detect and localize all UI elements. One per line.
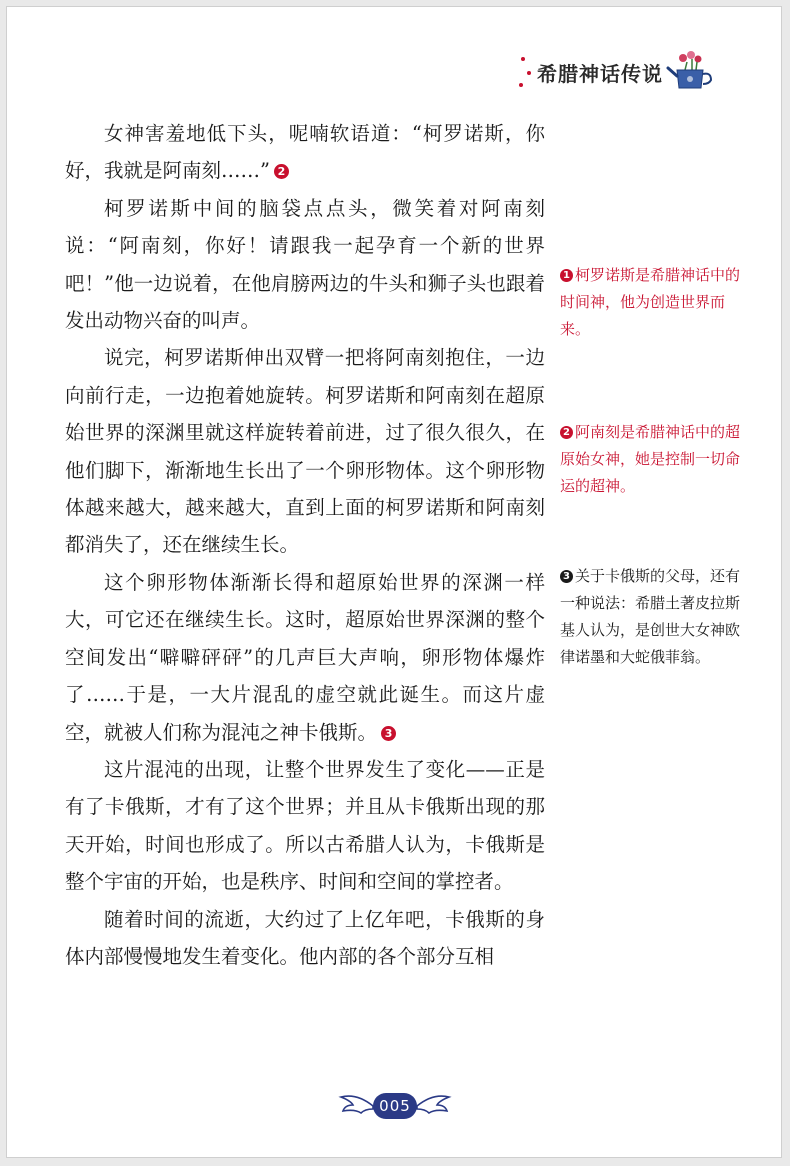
running-header (533, 47, 713, 97)
paragraph: 说完，柯罗诺斯伸出双臂一把将阿南刻抱住，一边向前行走，一边抱着她旋转。柯罗诺斯和阿南刻在超原始世界的深渊里就这样旋转着前进，过了很久很久，在他们脚下，渐渐地生长出了一个卵形物体。这个卵形物体越来越大，越来越大，直到上面的柯罗诺斯和阿南刻都消失了，还在继续生长。 (65, 346, 545, 557)
watering-can-icon (665, 48, 713, 96)
book-page (6, 6, 782, 1158)
decorative-dots (519, 53, 533, 93)
paragraph: 随着时间的流逝，大约过了上亿年吧，卡俄斯的身体内部慢慢地发生着变化。他内部的各个部分互相 (65, 907, 545, 968)
paragraph: 这个卵形物体渐渐长得和超原始世界的深渊一样大，可它还在继续生长。这时，超原始世界深渊的整个空间发出“噼噼砰砰”的几声巨大声响，卵形物体爆炸了……于是，一大片混乱的虚空就此诞生。而这片虚空，就被人们称为混沌之神卡俄斯。 3 (65, 570, 545, 744)
footnote-marker: 2 (274, 164, 289, 179)
side-note: 2 阿南刻是希腊神话中的超原始女神，她是控制一切命运的超神。 (560, 423, 741, 495)
note-number: 2 (560, 426, 573, 439)
paragraph: 柯罗诺斯中间的脑袋点点头，微笑着对阿南刻说：“阿南刻，你好！请跟我一起孕育一个新的世界吧！”他一边说着，在他肩膀两边的牛头和狮子头也跟着发出动物兴奋的叫声。 (65, 196, 545, 333)
side-note: 3 关于卡俄斯的父母，还有一种说法：希腊土著皮拉斯基人认为，是创世大女神欧律诺墨和大蛇俄菲翁。 (560, 567, 741, 666)
book-title: 希腊神话传说 (537, 61, 663, 86)
page-footer (7, 1081, 783, 1125)
main-text (65, 115, 545, 975)
paragraph: 女神害羞地低下头，呢喃软语道：“柯罗诺斯，你好，我就是阿南刻……” 2 (65, 122, 545, 183)
note-number: 3 (560, 570, 573, 583)
page-number: 005 (373, 1093, 417, 1119)
note-number: 1 (560, 269, 573, 282)
paragraph: 这片混沌的出现，让整个世界发生了变化——正是有了卡俄斯，才有了这个世界；并且从卡俄斯出现的那天开始，时间也形成了。所以古希腊人认为，卡俄斯是整个宇宙的开始，也是秩序、时间和空间的掌控者。 (65, 757, 545, 894)
footnote-marker: 3 (381, 726, 396, 741)
side-note: 1 柯罗诺斯是希腊神话中的时间神，他为创造世界而来。 (560, 266, 741, 338)
